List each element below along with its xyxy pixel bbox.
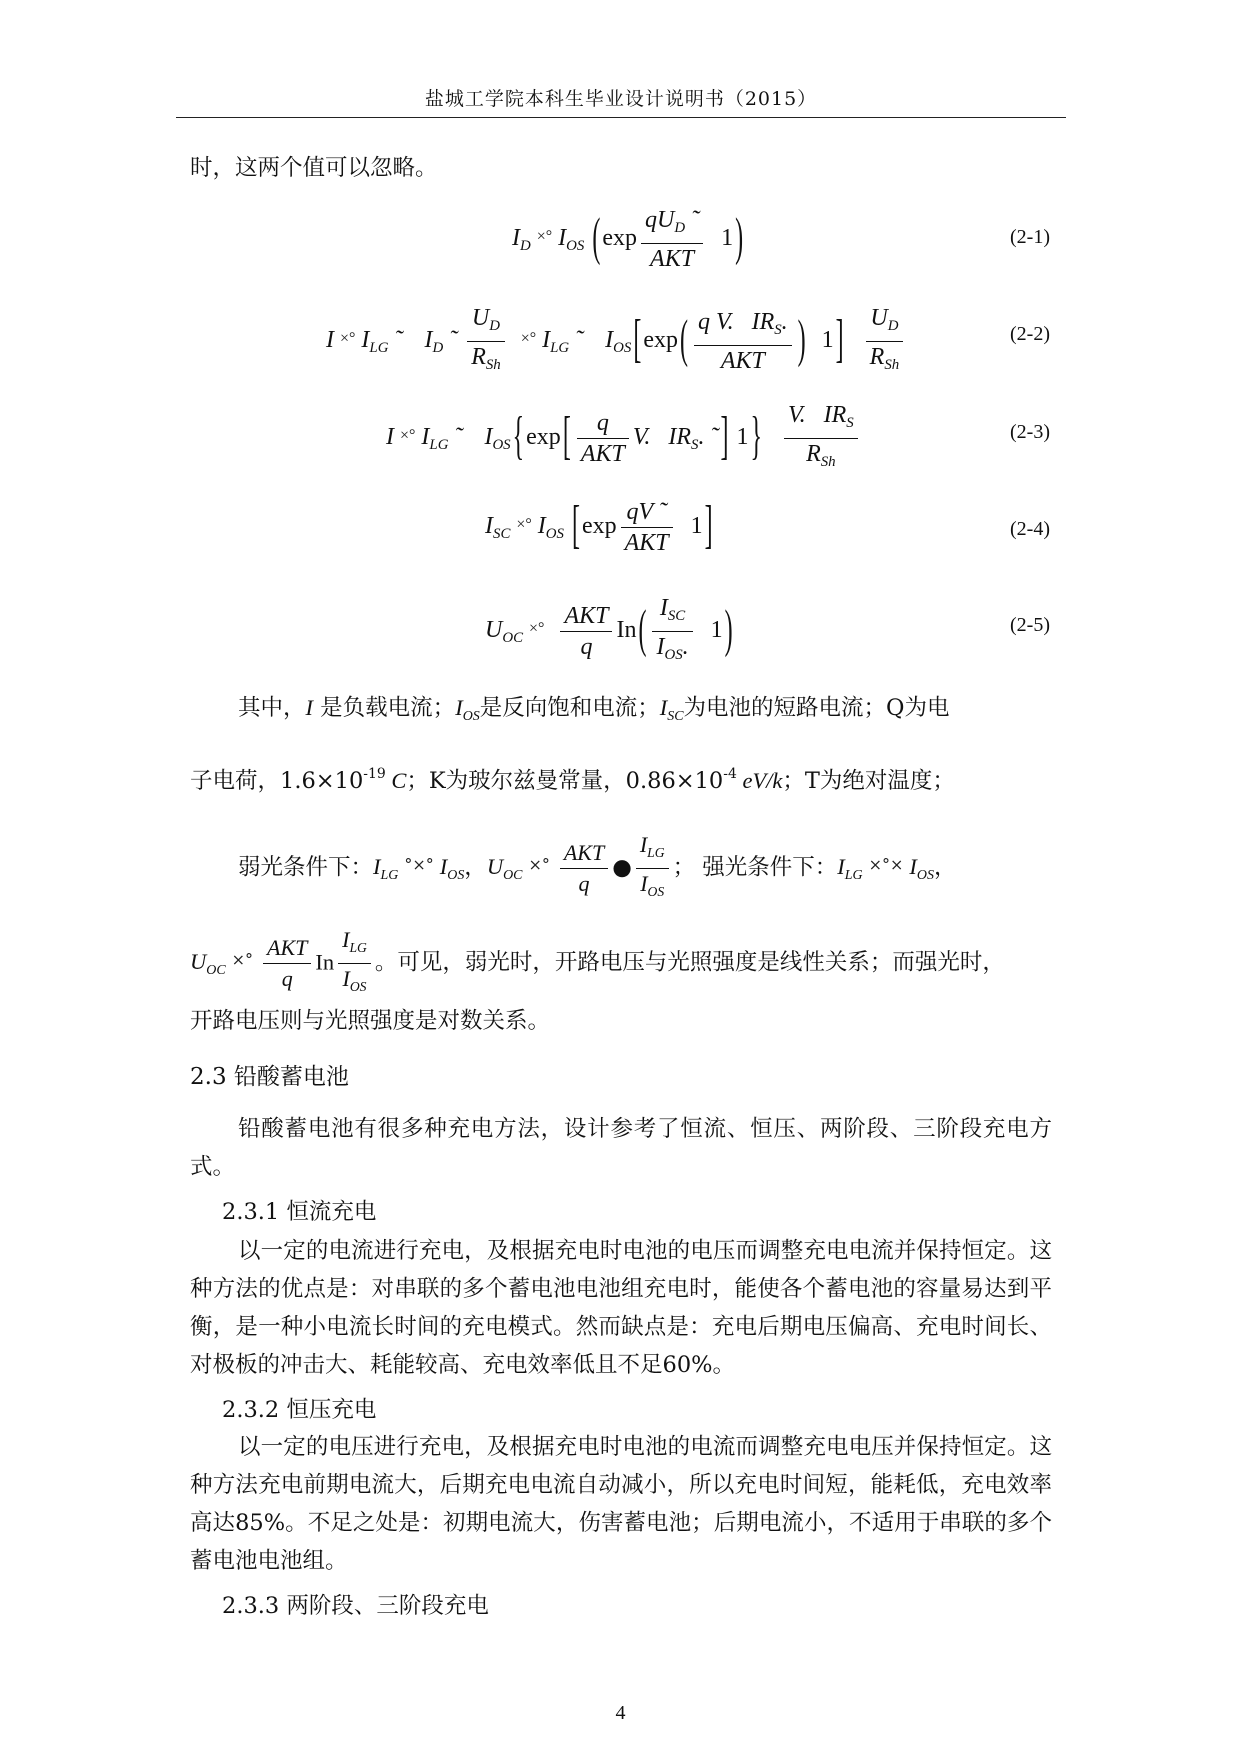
- equation-number: (2-4): [1010, 518, 1050, 540]
- equation-2-5: $U_{OC}\times^\circ$ $\frac{\text{AKT}}{q}$ In( $\frac{I_{SC}}{I_{OS}.}$ 1): [485, 595, 733, 664]
- equation-2-3: I ×° $I_{LG}$ ˜ $I_{OS}\{\exp$[ $\frac{q}{\text{AKT}}$ V. $IR_S$. ˜] 1} $\frac{V. IR_S}{R_{Sh}}$: [386, 400, 862, 477]
- equation-2-1: $I_D\times^\circ$ $I_{OS}$ (exp $\frac{qU_D ˜}{\text{AKT}}$ 1): [512, 207, 744, 273]
- weak-strong-light-line: 弱光条件下：$I_{LG}^\circ\times^\circ$ $I_{OS}$，$U_{OC}\times^\circ$ $\frac{\text{AKT}}{q}$ ● $\frac{I_{LG}}{I_{OS}}$ ； 强光条件下：$I_{LG}\times^\circ\times I_{OS}$，: [238, 832, 957, 899]
- section-heading-2-3: 2.3 铅酸蓄电池: [190, 1064, 349, 1090]
- equation-2-2: I ×° $I_{LG}$ ˜ $I_D$ ˜ $\frac{U_D}{R_{Sh}}$ ×° $I_{LG}$ ˜ $I_{OS}[\exp$( $\frac{q V. IR_S.}{\text{AKT}}$ ) 1] $\frac{U_D}{R_{Sh}}$: [326, 303, 907, 380]
- subsection-heading-2-3-1: 2.3.1 恒流充电: [222, 1199, 377, 1225]
- equation-2-4: $I_{SC}\times^\circ$ $I_{OS}$ [exp $\frac{qV ˜}{\text{AKT}}$ 1]: [485, 497, 713, 556]
- intro-line: 时，这两个值可以忽略。: [190, 155, 438, 181]
- page-header: 盐城工学院本科生毕业设计说明书（2015）: [424, 88, 818, 110]
- definition-line-2: 子电荷，$1.6\times 10^{-19}$ C；K为玻尔兹曼常量，$0.86\times 10^{-4}$ eV/k；T为绝对温度；: [190, 766, 955, 794]
- equation-number: (2-2): [1010, 323, 1050, 345]
- header-rule: [176, 117, 1066, 118]
- equation-number: (2-5): [1010, 614, 1050, 636]
- conclusion-line-2: 开路电压则与光照强度是对数关系。: [190, 1008, 551, 1034]
- equation-number: (2-1): [1010, 226, 1050, 248]
- subsection-heading-2-3-3: 2.3.3 两阶段、三阶段充电: [222, 1593, 489, 1619]
- equation-number: (2-3): [1010, 421, 1050, 443]
- conclusion-line-1: $U_{OC}\times^\circ$ $\frac{\text{AKT}}{q}$ In $\frac{I_{LG}}{I_{OS}}$ 。可见，弱光时，开路电压与光照强度是线性关系；而强光时，: [190, 927, 1005, 994]
- subsection-2-3-1-text: 以一定的电流进行充电，及根据充电时电池的电压而调整充电电流并保持恒定。这种方法的优点是：对串联的多个蓄电池电池组充电时，能使各个蓄电池的容量易达到平衡，是一种小电流长时间的充电模式。然而缺点是：充电后期电压偏高、充电时间长、对极板的冲击大、耗能较高、充电效率低且不足60%。: [190, 1238, 1052, 1378]
- section-2-3-intro: 铅酸蓄电池有很多种充电方法，设计参考了恒流、恒压、两阶段、三阶段充电方式。: [190, 1116, 1052, 1180]
- subsection-heading-2-3-2: 2.3.2 恒压充电: [222, 1397, 377, 1423]
- subsection-2-3-2-text: 以一定的电压进行充电，及根据充电时电池的电流而调整充电电压并保持恒定。这种方法充电前期电流大，后期充电电流自动减小，所以充电时间短，能耗低，充电效率高达85%。不足之处是：初期电流大，伤害蓄电池；后期电流小，不适用于串联的多个蓄电池电池组。: [190, 1434, 1052, 1574]
- page-number: 4: [615, 1702, 626, 1724]
- definition-line-1: 其中，I 是负载电流；$I_{OS}$是反向饱和电流；$I_{SC}$为电池的短路电流；Q为电: [238, 695, 950, 724]
